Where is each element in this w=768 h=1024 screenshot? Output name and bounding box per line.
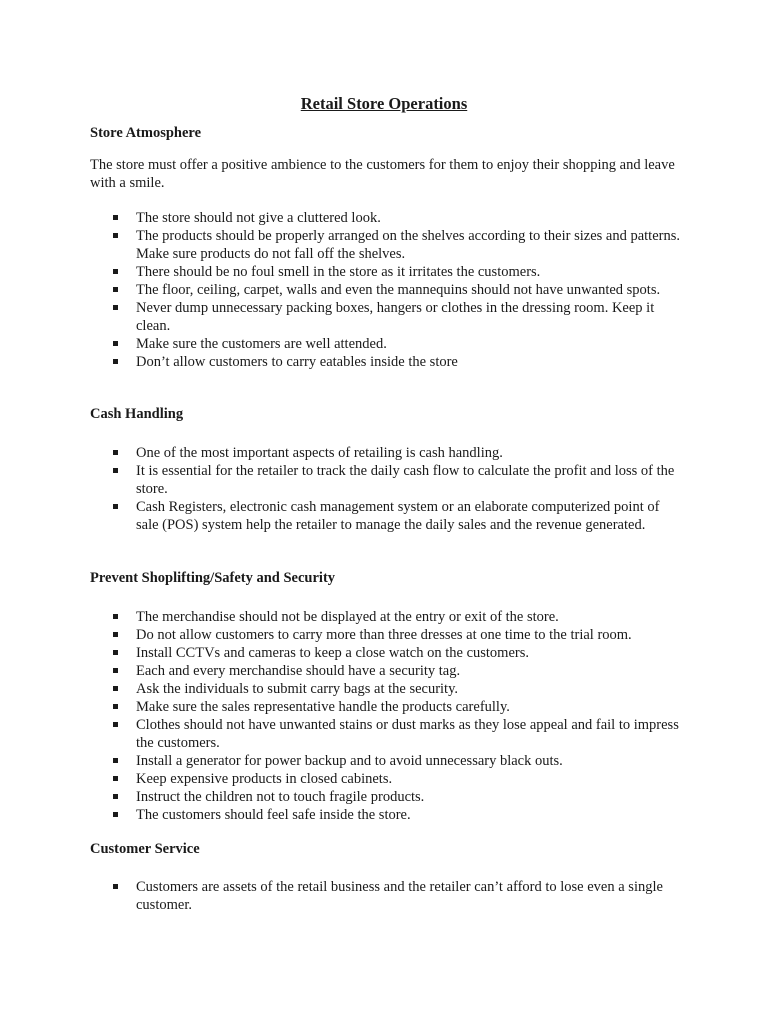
list-item: Install CCTVs and cameras to keep a close watch on the customers. [0, 644, 681, 662]
list-item: Make sure the sales representative handle the products carefully. [0, 698, 681, 716]
bullet-icon [113, 686, 118, 691]
bullet-icon [113, 450, 118, 455]
bullet-icon [113, 468, 118, 473]
section-heading-security: Prevent Shoplifting/Safety and Security [90, 570, 336, 586]
page-title: Retail Store Operations [300, 94, 468, 113]
section-intro-store-atmosphere: The store must offer a positive ambience to the customers for them to enjoy their shopping and leave with a smile. [90, 157, 675, 191]
bullet-icon [113, 650, 118, 655]
bullet-list-customer-service [0, 878, 768, 914]
bullet-icon [113, 812, 118, 817]
list-item: Install a generator for power backup and to avoid unnecessary black outs. [0, 752, 681, 770]
bullet-icon [113, 794, 118, 799]
bullet-icon [113, 341, 118, 346]
bullet-icon [113, 614, 118, 619]
bullet-icon [113, 704, 118, 709]
bullet-icon [113, 758, 118, 763]
list-item: Keep expensive products in closed cabinets. [0, 770, 681, 788]
list-item: Each and every merchandise should have a security tag. [0, 662, 681, 680]
list-item: One of the most important aspects of retailing is cash handling. [0, 444, 681, 462]
bullet-icon [113, 722, 118, 727]
list-item: Instruct the children not to touch fragile products. [0, 788, 681, 806]
list-item: There should be no foul smell in the store as it irritates the customers. [0, 263, 681, 281]
bullet-icon [113, 305, 118, 310]
bullet-icon [113, 632, 118, 637]
list-item: Do not allow customers to carry more than three dresses at one time to the trial room. [0, 626, 681, 644]
bullet-list-cash-handling [0, 444, 768, 534]
bullet-icon [113, 504, 118, 509]
bullet-icon [113, 668, 118, 673]
list-item: The store should not give a cluttered look. [0, 209, 681, 227]
bullet-icon [113, 359, 118, 364]
bullet-list-security [0, 608, 768, 824]
bullet-icon [113, 287, 118, 292]
list-item: The merchandise should not be displayed at the entry or exit of the store. [0, 608, 681, 626]
list-item: Ask the individuals to submit carry bags at the security. [0, 680, 681, 698]
list-item: Clothes should not have unwanted stains or dust marks as they lose appeal and fail to impress the customers. [0, 716, 681, 752]
bullet-icon [113, 884, 118, 889]
list-item: Make sure the customers are well attended. [0, 335, 681, 353]
bullet-icon [113, 233, 118, 238]
section-heading-cash-handling: Cash Handling [90, 406, 184, 422]
bullet-icon [113, 776, 118, 781]
section-heading-store-atmosphere: Store Atmosphere [90, 125, 202, 141]
list-item: Never dump unnecessary packing boxes, hangers or clothes in the dressing room. Keep it clean. [0, 299, 681, 335]
list-item: Don’t allow customers to carry eatables inside the store [0, 353, 681, 371]
list-item: The customers should feel safe inside the store. [0, 806, 681, 824]
list-item: It is essential for the retailer to track the daily cash flow to calculate the profit and loss of the store. [0, 462, 681, 498]
list-item: Customers are assets of the retail business and the retailer can’t afford to lose even a single customer. [0, 878, 681, 914]
bullet-icon [113, 215, 118, 220]
bullet-list-store-atmosphere [0, 209, 768, 371]
list-item: Cash Registers, electronic cash management system or an elaborate computerized point of sale (POS) system help the retailer to manage the daily sales and the revenue generated. [0, 498, 681, 534]
bullet-icon [113, 269, 118, 274]
section-heading-customer-service: Customer Service [90, 841, 200, 857]
list-item: The floor, ceiling, carpet, walls and even the mannequins should not have unwanted spots. [0, 281, 681, 299]
list-item: The products should be properly arranged on the shelves according to their sizes and patterns. Make sure products do not fall off the shelves. [0, 227, 681, 263]
